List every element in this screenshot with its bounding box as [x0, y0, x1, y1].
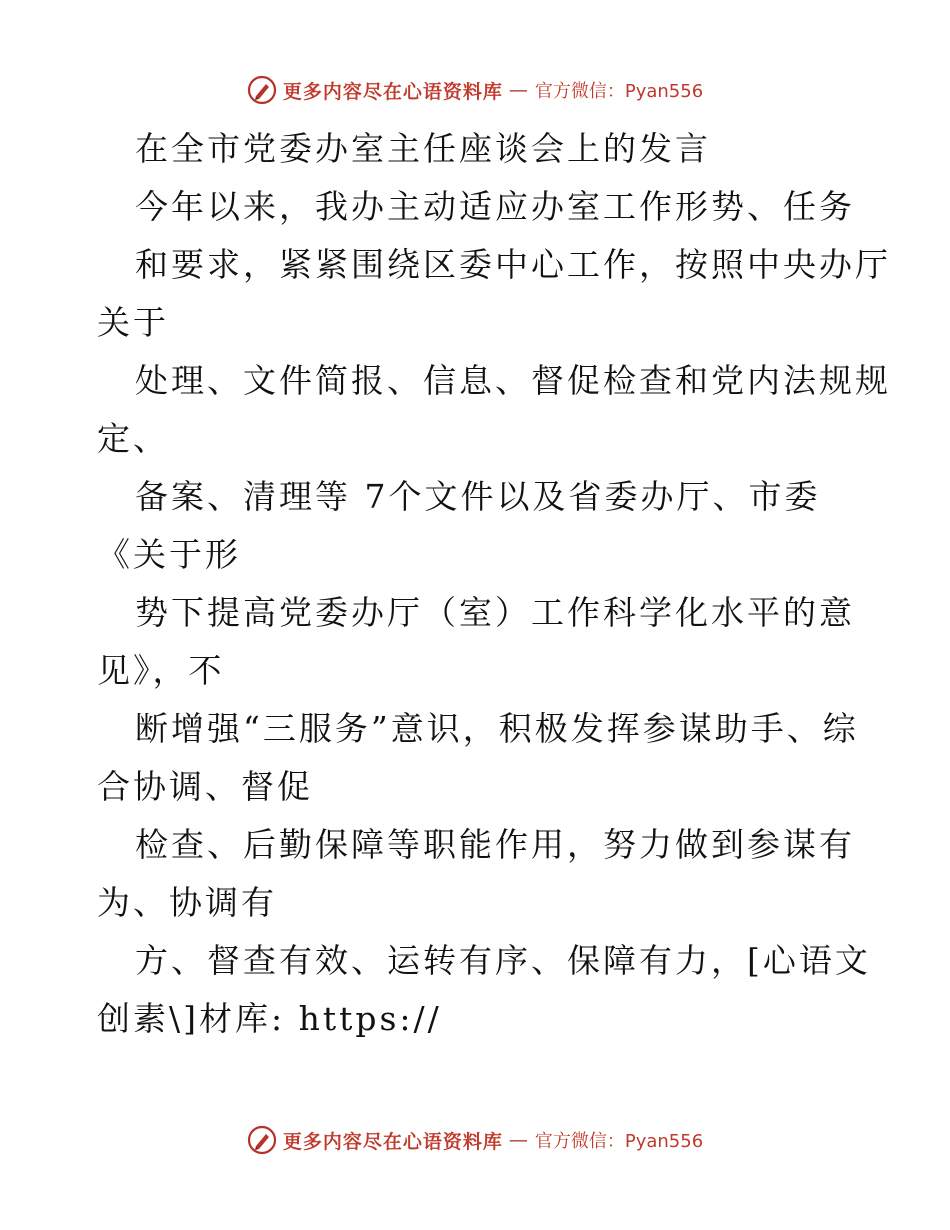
footer-watermark	[0, 1120, 950, 1160]
watermark-wechat-text: 官方微信：Pyan556	[534, 81, 704, 102]
document-line: 备案、清理等 7个文件以及省委办厅、市委	[135, 477, 821, 516]
document-line: 和要求，紧紧围绕区委中心工作，按照中央办厅	[135, 245, 891, 284]
watermark-wechat-text: 官方微信：Pyan556	[534, 1131, 704, 1152]
document-title: 在全市党委办室主任座谈会上的发言	[135, 129, 711, 168]
watermark-brand-text: 更多内容尽在心语资料库	[282, 1130, 503, 1153]
header-watermark	[0, 70, 950, 110]
document-line: 今年以来，我办主动适应办室工作形势、任务	[135, 187, 855, 226]
document-line: 为、协调有	[97, 883, 277, 922]
document-line: 断增强“三服务”意识，积极发挥参谋助手、综	[135, 709, 859, 748]
document-line: 定、	[97, 419, 169, 458]
pen-logo-icon	[247, 75, 277, 105]
document-line: 方、督查有效、运转有序、保障有力，[心语文	[135, 941, 871, 980]
document-line: 关于	[97, 303, 169, 342]
document-line: 检查、后勤保障等职能作用，努力做到参谋有	[135, 825, 855, 864]
document-line: 处理、文件简报、信息、督促检查和党内法规规	[135, 361, 891, 400]
watermark-brand-text: 更多内容尽在心语资料库	[282, 80, 503, 103]
document-line: 合协调、督促	[97, 767, 313, 806]
document-line: 势下提高党委办厅（室）工作科学化水平的意	[135, 593, 855, 632]
watermark-separator: —	[508, 1129, 529, 1151]
document-line: 见》，不	[97, 651, 225, 690]
pen-logo-icon	[247, 1125, 277, 1155]
document-body	[97, 120, 891, 1048]
document-line: 创素\]材库: https://	[97, 999, 442, 1038]
watermark-separator: —	[508, 79, 529, 101]
document-line: 《关于形	[97, 535, 241, 574]
